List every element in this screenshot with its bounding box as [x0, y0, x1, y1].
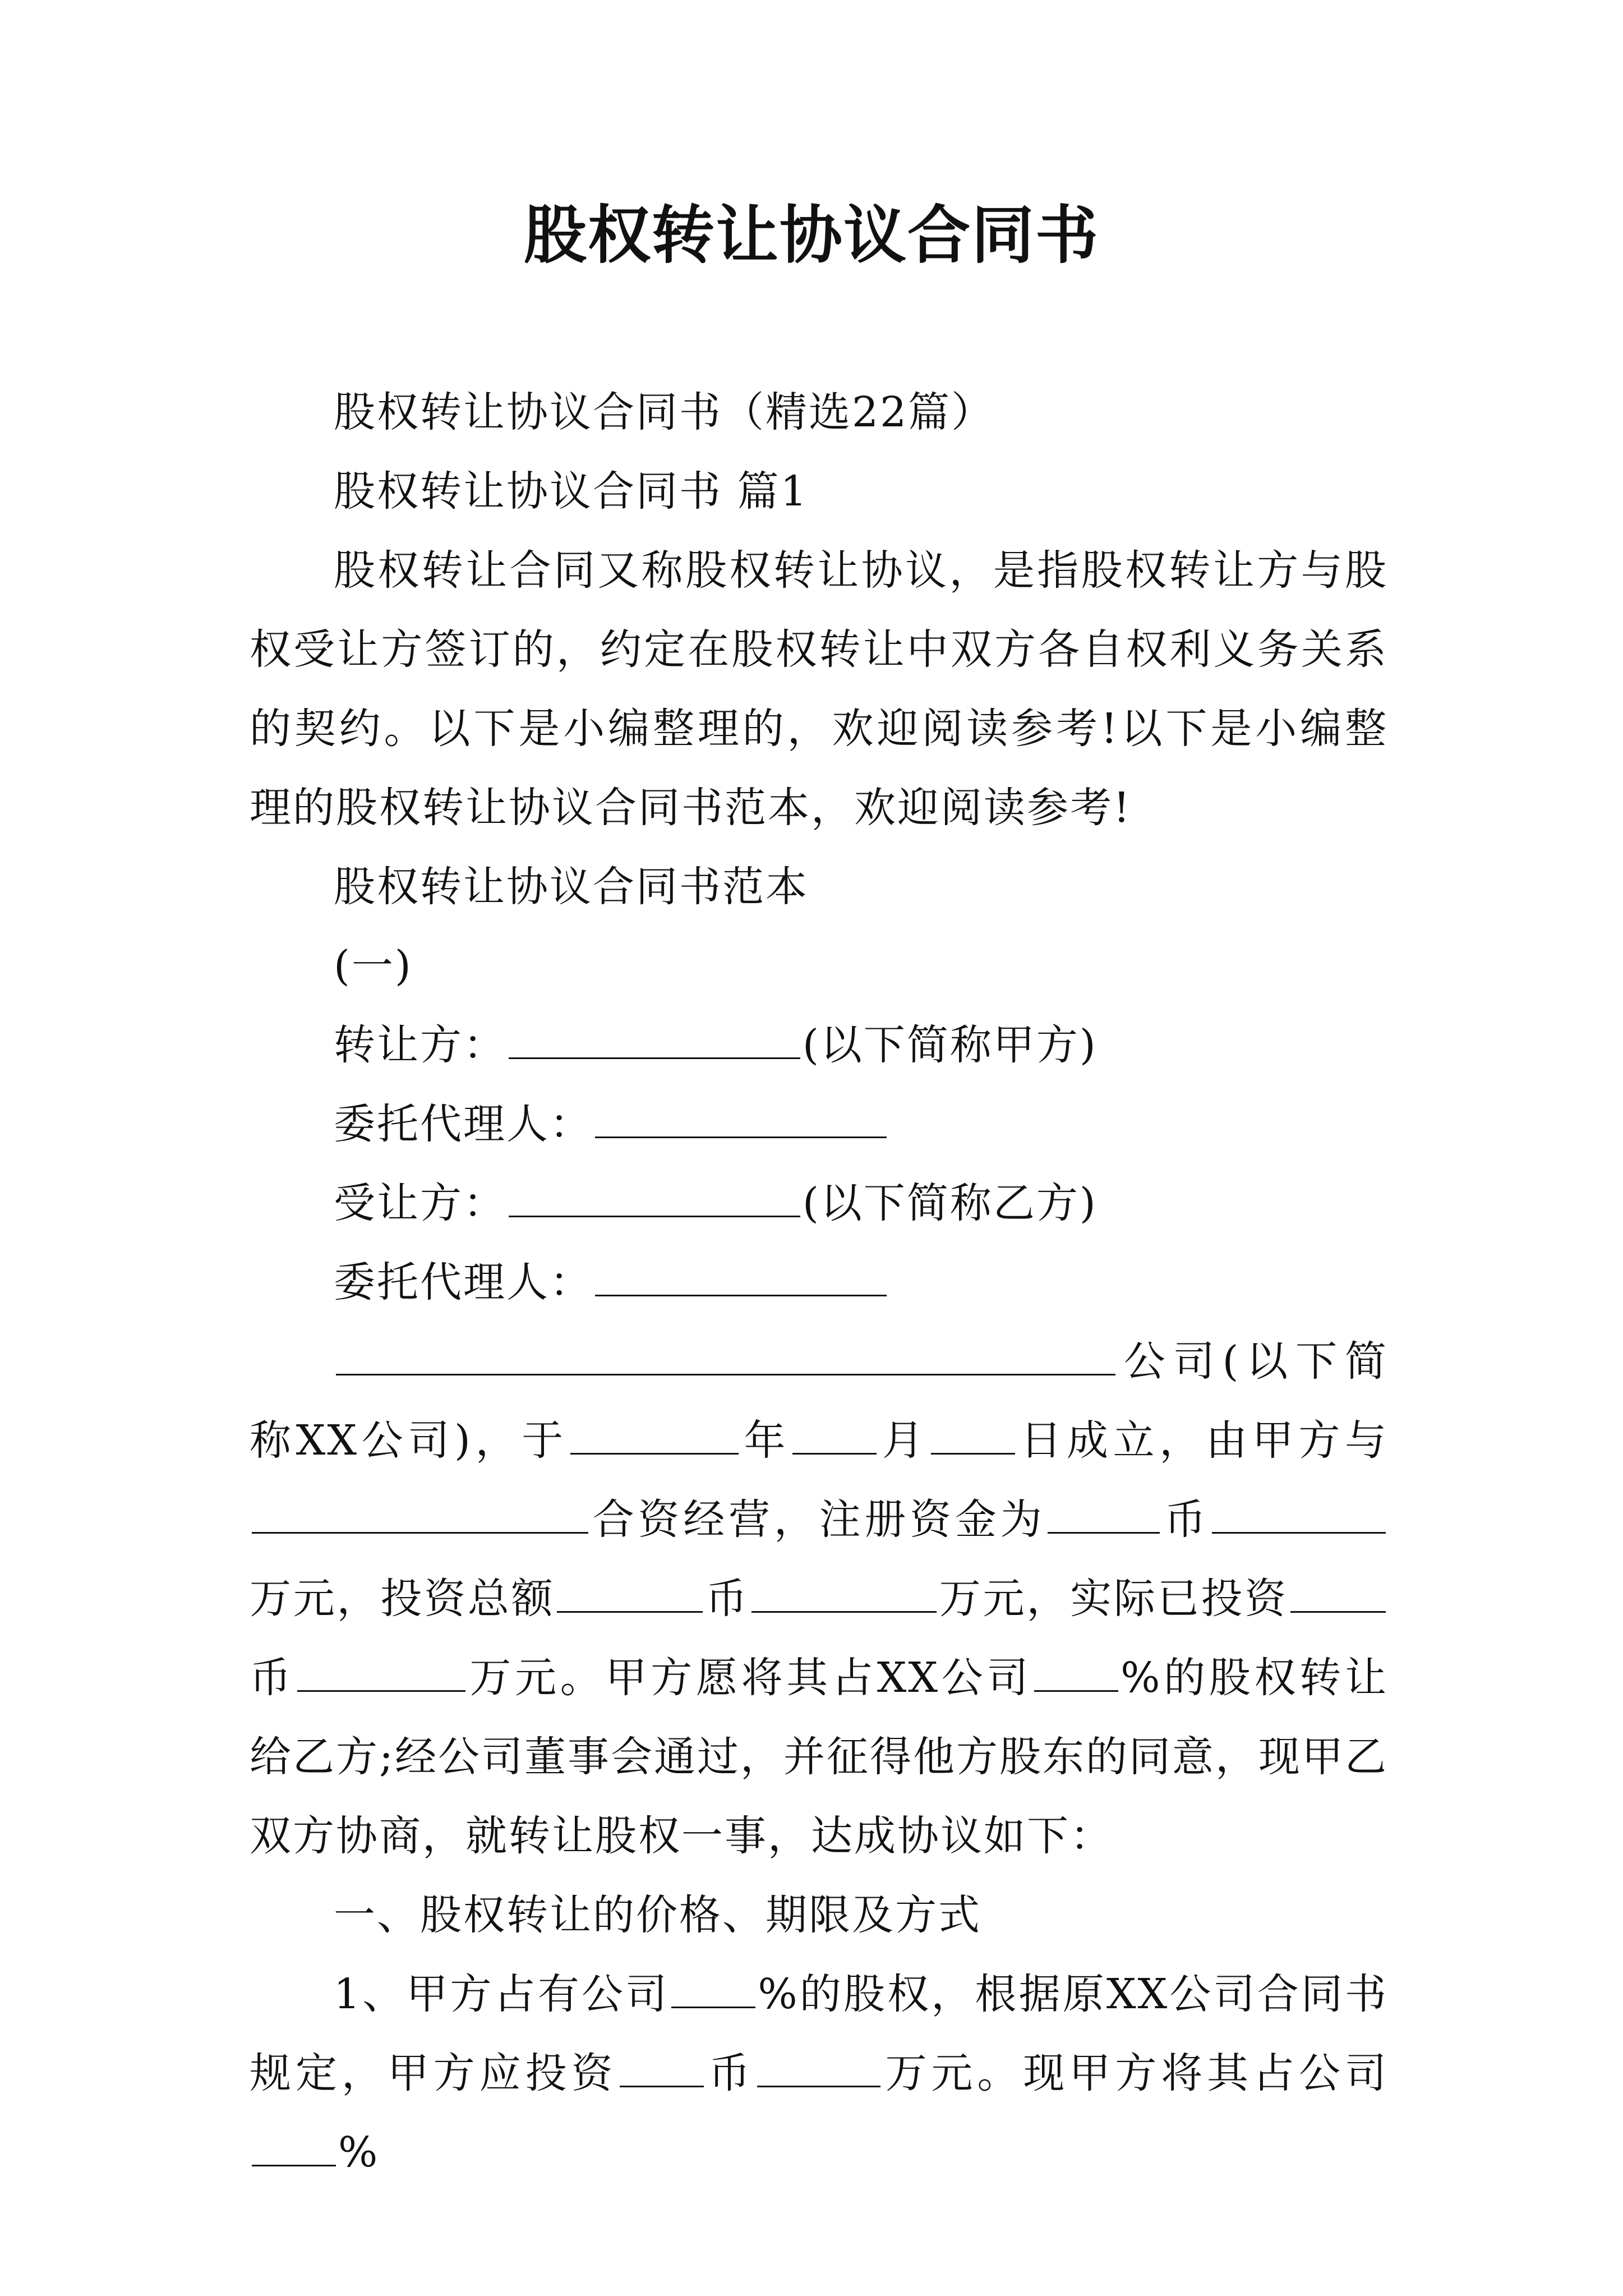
capital-currency-blank[interactable]: [1048, 1490, 1160, 1534]
agent-line-1: [250, 1085, 1388, 1164]
document-body: [250, 373, 1388, 2192]
company-text-12: %的股权转让给乙方;经公司董事会通过，并征得他方股东的同意，现甲乙双方协商，就转让股权一事，达成协议如下：: [250, 1654, 1388, 1860]
company-text-5: 合资经营，注册资金为: [591, 1496, 1046, 1544]
company-paragraph: [250, 1322, 1388, 1876]
article-heading: 一、股权转让的价格、期限及方式: [334, 1891, 981, 1939]
clause-currency-blank[interactable]: [620, 2044, 704, 2087]
transferee-blank[interactable]: [509, 1174, 800, 1217]
transferee-suffix: (以下简称乙方): [803, 1179, 1098, 1227]
company-text-2: 年: [740, 1416, 791, 1465]
paid-currency-blank[interactable]: [1290, 1570, 1386, 1613]
month-blank[interactable]: [792, 1411, 877, 1455]
template-heading: 股权转让协议合同书范本: [334, 863, 809, 911]
investment-amount-blank[interactable]: [751, 1570, 937, 1613]
clause-text-4: 万元。现甲方将其占公司: [882, 2049, 1389, 2097]
subtitle: 股权转让协议合同书（精选22篇）: [334, 388, 995, 436]
transferor-blank[interactable]: [509, 1016, 800, 1059]
transfer-percent-blank[interactable]: [1034, 1649, 1118, 1692]
agent-label-2: 委托代理人：: [334, 1258, 593, 1306]
agent-label-1: 委托代理人：: [334, 1100, 593, 1148]
transferor-label: 转让方：: [334, 1021, 506, 1069]
transferee-label: 受让方：: [334, 1179, 506, 1227]
company-text-10: 币: [250, 1654, 295, 1702]
year-blank[interactable]: [570, 1411, 739, 1455]
clause-text-2: %的股权，根据原XX公司合同书规定，甲方应投资: [250, 1970, 1388, 2097]
agent-blank-2[interactable]: [595, 1253, 887, 1296]
clause-percent-blank[interactable]: [252, 2123, 336, 2166]
day-blank[interactable]: [931, 1411, 1015, 1455]
section-heading: 股权转让协议合同书 篇1: [334, 467, 809, 516]
capital-amount-blank[interactable]: [1212, 1490, 1386, 1534]
company-text-11: 万元。甲方愿将其占XX公司: [467, 1654, 1032, 1702]
clause-paragraph: [250, 1955, 1388, 2192]
company-text-9: 万元，实际已投资: [939, 1575, 1289, 1623]
clause-text-5: %: [338, 2128, 380, 2177]
intro-paragraph: 股权转让合同又称股权转让协议，是指股权转让方与股权受让方签订的，约定在股权转让中双方各自权利义务关系的契约。以下是小编整理的，欢迎阅读参考!以下是小编整理的股权转让协议合同书范本，欢迎阅读参考!: [250, 546, 1388, 832]
investment-currency-blank[interactable]: [557, 1570, 703, 1613]
company-text-3: 月: [879, 1416, 929, 1465]
company-text-6: 币: [1162, 1496, 1210, 1544]
transferor-line: [250, 1006, 1388, 1085]
clause-text-3: 币: [706, 2049, 755, 2097]
company-text-8: 币: [705, 1575, 750, 1623]
agent-blank-1[interactable]: [595, 1095, 887, 1138]
part-number: (一): [334, 942, 413, 990]
company-name-blank[interactable]: [336, 1332, 1115, 1375]
transferee-line: [250, 1164, 1388, 1243]
transferor-suffix: (以下简称甲方): [803, 1021, 1098, 1069]
paid-amount-blank[interactable]: [297, 1649, 465, 1692]
company-text-1: 公司(以下简称XX公司)，于: [250, 1337, 1388, 1465]
company-text-7: 万元，投资总额: [250, 1575, 555, 1623]
partner-blank[interactable]: [252, 1490, 588, 1534]
clause-text-1: 1、甲方占有公司: [334, 1970, 670, 2018]
clause-amount-blank[interactable]: [757, 2044, 880, 2087]
document-title: 股权转让协议合同书: [524, 199, 1099, 272]
company-text-4: 日成立，由甲方与: [1017, 1416, 1388, 1465]
agent-line-2: [250, 1243, 1388, 1322]
share-percent-blank[interactable]: [671, 1965, 755, 2008]
